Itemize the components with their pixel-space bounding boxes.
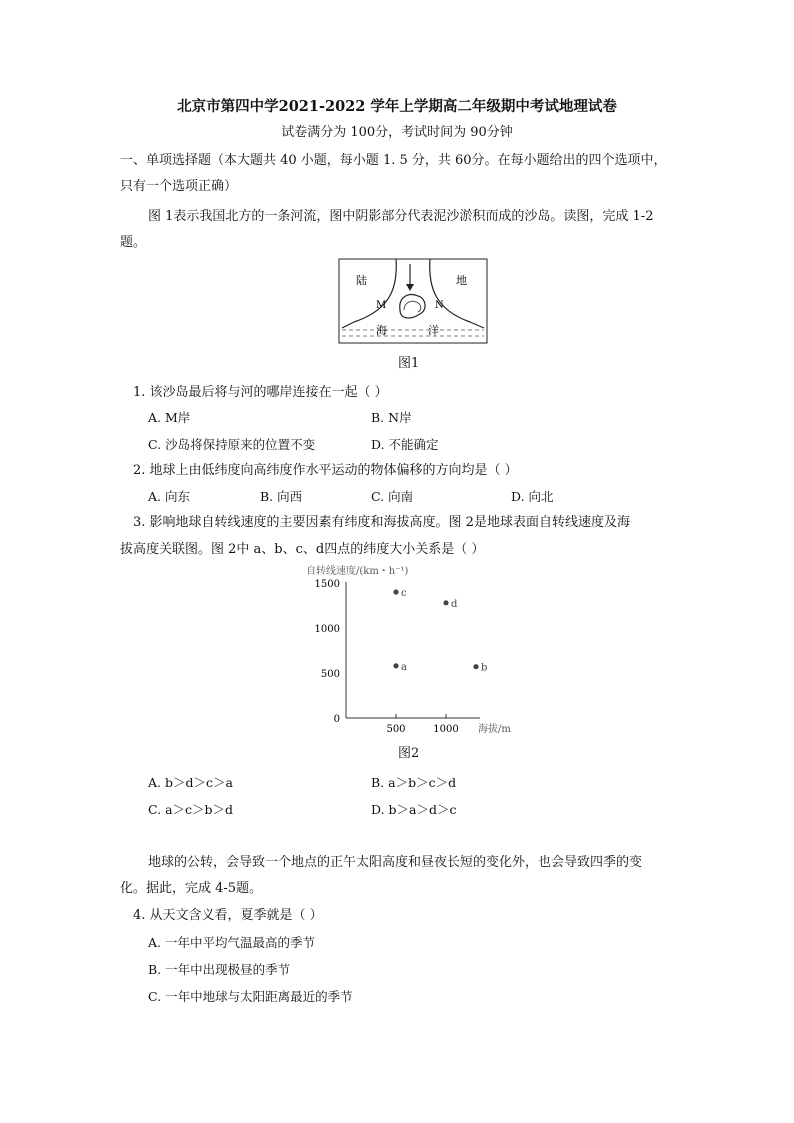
intro-2-text-cont: 化。据此，完成 4-5题。	[120, 881, 263, 896]
q3-option-c: C. a＞c＞b＞d	[148, 802, 234, 817]
chart-x-tick-label: 1000	[433, 724, 459, 735]
intro-2-text: 地球的公转，会导致一个地点的正午太阳高度和昼夜长短的变化外，也会导致四季的变	[148, 855, 643, 870]
figure-1-diagram	[338, 258, 488, 344]
q1-option-a: A. M岸	[148, 410, 191, 425]
label-land-left: 陆	[356, 274, 367, 287]
page-subtitle: 试卷满分为 100分，考试时间为 90分钟	[281, 125, 513, 140]
chart-point-label-a: a	[401, 661, 407, 673]
chart-y-tick-label: 0	[333, 714, 340, 725]
figure-2-chart	[300, 562, 530, 742]
label-bank-n: N	[435, 300, 444, 311]
q4-option-a: A. 一年中平均气温最高的季节	[148, 935, 315, 950]
question-3: 3. 影响地球自转线速度的主要因素有纬度和海拔高度。图 2是地球表面自转线速度及海	[133, 515, 630, 530]
section-heading-cont: 只有一个选项正确）	[120, 179, 238, 194]
q3-option-d: D. b＞a＞d＞c	[371, 802, 457, 817]
q1-option-b: B. N岸	[371, 410, 412, 425]
label-land-right: 地	[456, 274, 467, 287]
q2-option-d: D. 向北	[511, 489, 554, 504]
q2-option-a: A. 向东	[148, 489, 190, 504]
label-sea-right: 洋	[428, 324, 439, 337]
intro-text: 图 1表示我国北方的一条河流，图中阴影部分代表泥沙淤积而成的沙岛。读图，完成 1-2	[148, 209, 654, 224]
chart-point-label-c: c	[401, 588, 407, 599]
chart-y-tick-label: 500	[320, 669, 340, 680]
question-3-cont: 拔高度关联图。图 2中 a、b、c、d四点的纬度大小关系是（ ）	[120, 542, 485, 557]
section-heading: 一、单项选择题（本大题共 40 小题，每小题 1. 5 分，共 60分。在每小题给出的四个选项中，	[120, 153, 667, 168]
chart-point-d	[443, 600, 448, 605]
figure-1-caption: 图1	[398, 356, 420, 371]
chart-point-a	[393, 663, 398, 668]
q2-option-b: B. 向西	[260, 489, 303, 504]
q1-option-d: D. 不能确定	[371, 437, 439, 452]
question-1: 1. 该沙岛最后将与河的哪岸连接在一起（ ）	[133, 385, 388, 400]
chart-point-b	[473, 664, 478, 669]
chart-y-tick-label: 1000	[314, 624, 340, 635]
chart-point-label-d: d	[451, 598, 458, 610]
question-2: 2. 地球上由低纬度向高纬度作水平运动的物体偏移的方向均是（ ）	[133, 463, 518, 478]
q2-option-c: C. 向南	[371, 489, 414, 504]
chart-x-tick-label: 500	[386, 724, 406, 735]
q4-option-b: B. 一年中出现极昼的季节	[148, 962, 291, 977]
label-bank-m: M	[376, 300, 387, 311]
q1-option-c: C. 沙岛将保持原来的位置不变	[148, 437, 316, 452]
figure-2-caption: 图2	[398, 746, 420, 761]
chart-x-axis-label: 海拔/m	[478, 724, 511, 735]
chart-point-c	[393, 589, 398, 594]
question-4: 4. 从天文含义看，夏季就是（ ）	[133, 908, 323, 923]
q4-option-c: C. 一年中地球与太阳距离最近的季节	[148, 989, 353, 1004]
chart-y-tick-label: 1500	[314, 579, 340, 590]
chart-y-axis-label: 自转线速度/(km・h⁻¹)	[306, 566, 409, 577]
q3-option-b: B. a＞b＞c＞d	[371, 775, 457, 790]
label-sea-left: 海	[376, 324, 387, 337]
intro-text-cont: 题。	[120, 235, 147, 250]
page-title: 北京市第四中学2021-2022 学年上学期高二年级期中考试地理试卷	[177, 98, 617, 115]
q3-option-a: A. b＞d＞c＞a	[148, 775, 233, 790]
chart-point-label-b: b	[481, 662, 488, 674]
